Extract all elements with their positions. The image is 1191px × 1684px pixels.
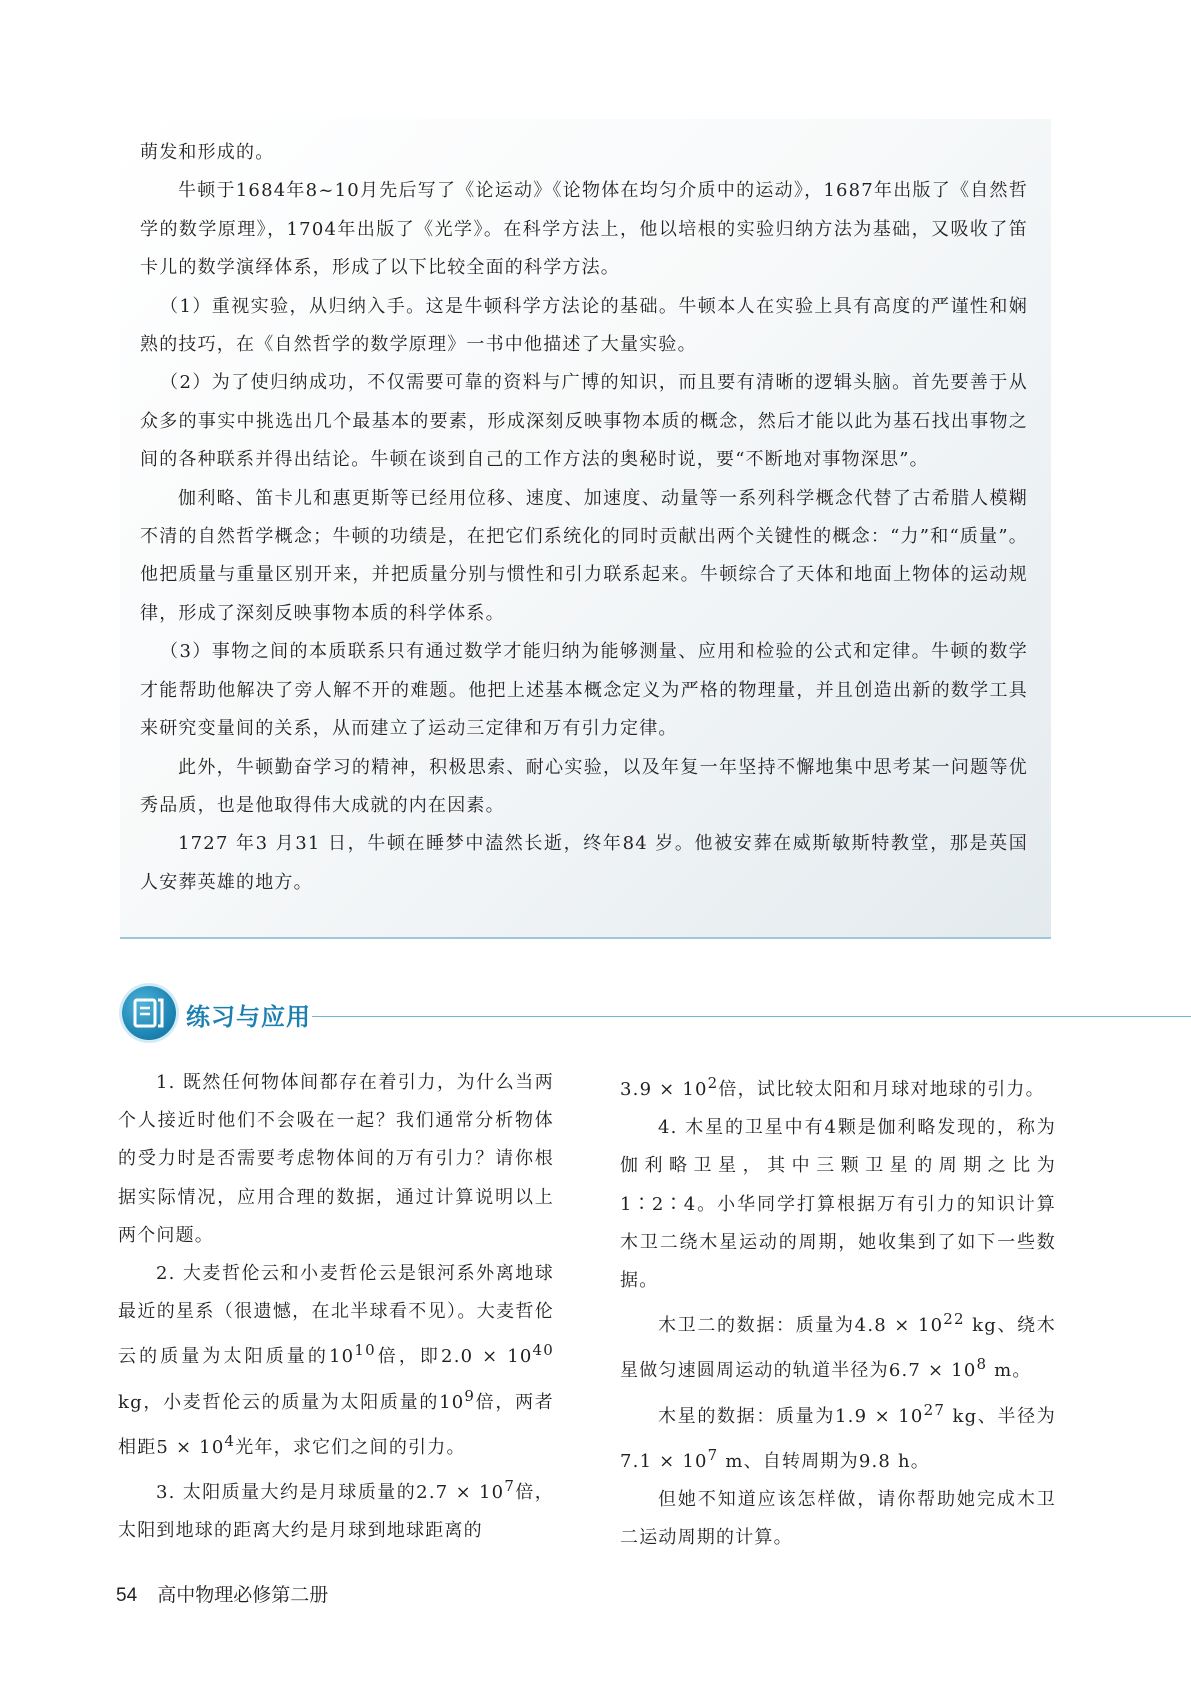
paragraph: 萌发和形成的。 <box>140 142 275 163</box>
exercise-item: 3. 太阳质量大约是月球质量的$2.7 \times 10^7$倍，太阳到地球的距离大约是月球到地球距离的 <box>118 1477 554 1542</box>
paragraph: 此外，牛顿勤奋学习的精神，积极思索、耐心实验，以及年复一年坚持不懈地集中思考某一问题等优秀品质，也是他取得伟大成就的内在因素。 <box>140 756 1028 816</box>
exercise-item: 4. 木星的卫星中有4颗是伽利略发现的，称为伽利略卫星，其中三颗卫星的周期之比为1∶2∶4。小华同学打算根据万有引力的知识计算木卫二绕木星运动的周期，她收集到了如下一些数据。 <box>620 1117 1056 1292</box>
math-expression: $2.7 \times 10^7$ <box>416 1477 516 1504</box>
exercise-item-data: 但她不知道应该怎样做，请你帮助她完成木卫二运动周期的计算。 <box>620 1489 1056 1549</box>
section-title: 练习与应用 <box>186 1003 311 1031</box>
math-expression: $1.9 \times 10^{27}$ kg <box>835 1400 978 1427</box>
math-expression: $6.7 \times 10^8$ m <box>888 1355 1013 1382</box>
math-expression: $10^{10}$ <box>329 1341 376 1368</box>
math-expression: $7.1 \times 10^7$ m <box>620 1445 744 1472</box>
math-expression: $3.9 \times 10^2$ <box>620 1074 719 1100</box>
reading-text <box>140 134 1028 902</box>
exercise-item-data: 木星的数据：质量为$1.9 \times 10^{27}$ kg、半径为$7.1 \times 10^7$ m、自转周期为9.8 h。 <box>620 1400 1056 1472</box>
exercises-left-column <box>118 1064 554 1550</box>
exercise-book-icon <box>122 986 176 1040</box>
section-divider <box>312 1016 1191 1017</box>
exercises-right-column <box>620 1064 1056 1557</box>
paragraph: 1727 年3 月31 日，牛顿在睡梦中溘然长逝，终年84 岁。他被安葬在威斯敏斯特教堂，那是英国人安葬英雄的地方。 <box>140 833 1028 893</box>
math-expression: $5 \times 10^4$ <box>156 1431 236 1458</box>
page-footer <box>116 1580 328 1607</box>
book-title: 高中物理必修第二册 <box>157 1584 329 1606</box>
exercise-item-continued: $3.9 \times 10^2$倍，试比较太阳和月球对地球的引力。 <box>620 1074 1045 1100</box>
math-expression: $10^9$ <box>439 1386 476 1413</box>
paragraph: 牛顿于1684年8~10月先后写了《论运动》《论物体在均匀介质中的运动》，1687年出版了《自然哲学的数学原理》，1704年出版了《光学》。在科学方法上，他以培根的实验归纳方法为基础，又吸收了笛卡儿的数学演绎体系，形成了以下比较全面的科学方法。 <box>140 180 1028 279</box>
paragraph: 伽利略、笛卡儿和惠更斯等已经用位移、速度、加速度、动量等一系列科学概念代替了古希腊人模糊不清的自然哲学概念；牛顿的功绩是，在把它们系统化的同时贡献出两个关键性的概念：“力”和“质量”。他把质量与重量区别开来，并把质量分别与惯性和引力联系起来。牛顿综合了天体和地面上物体的运动规律，形成了深刻反映事物本质的科学体系。 <box>140 487 1028 624</box>
paragraph: （2）为了使归纳成功，不仅需要可靠的资料与广博的知识，而且要有清晰的逻辑头脑。首先要善于从众多的事实中挑选出几个最基本的要素，形成深刻反映事物本质的概念，然后才能以此为基石找出事物之间的各种联系并得出结论。牛顿在谈到自己的工作方法的奥秘时说，要“不断地对事物深思”。 <box>140 372 1028 471</box>
exercise-item: 1. 既然任何物体间都存在着引力，为什么当两个人接近时他们不会吸在一起？我们通常分析物体的受力时是否需要考虑物体间的万有引力？请你根据实际情况，应用合理的数据，通过计算说明以上两个问题。 <box>118 1072 554 1246</box>
page-number: 54 <box>116 1585 138 1606</box>
math-expression: $2.0 \times 10^{40}$ kg <box>118 1341 555 1413</box>
reading-box-rule <box>120 937 1051 939</box>
paragraph: （3）事物之间的本质联系只有通过数学才能归纳为能够测量、应用和检验的公式和定律。牛顿的数学才能帮助他解决了旁人解不开的难题。他把上述基本概念定义为严格的物理量，并且创造出新的数学工具来研究变量间的关系，从而建立了运动三定律和万有引力定律。 <box>140 641 1028 740</box>
exercise-item: 2. 大麦哲伦云和小麦哲伦云是银河系外离地球最近的星系（很遗憾，在北半球看不见）。大麦哲伦云的质量为太阳质量的$10^{10}$倍，即$2.0 \times 10^{40}$ kg，小麦哲伦云的质量为太阳质量的$10^9$倍，两者相距$5 \times 10^4$光年，求它们之间的引力。 <box>118 1263 555 1458</box>
exercise-item-data: 木卫二的数据：质量为$4.8 \times 10^{22}$ kg、绕木星做匀速圆周运动的轨道半径为$6.7 \times 10^8$ m。 <box>620 1310 1057 1382</box>
section-header <box>122 986 1191 1046</box>
paragraph: （1）重视实验，从归纳入手。这是牛顿科学方法论的基础。牛顿本人在实验上具有高度的严谨性和娴熟的技巧，在《自然哲学的数学原理》一书中他描述了大量实验。 <box>140 295 1028 356</box>
math-expression: $4.8 \times 10^{22}$ kg <box>854 1310 997 1337</box>
math-expression: 9.8 h <box>858 1450 911 1472</box>
